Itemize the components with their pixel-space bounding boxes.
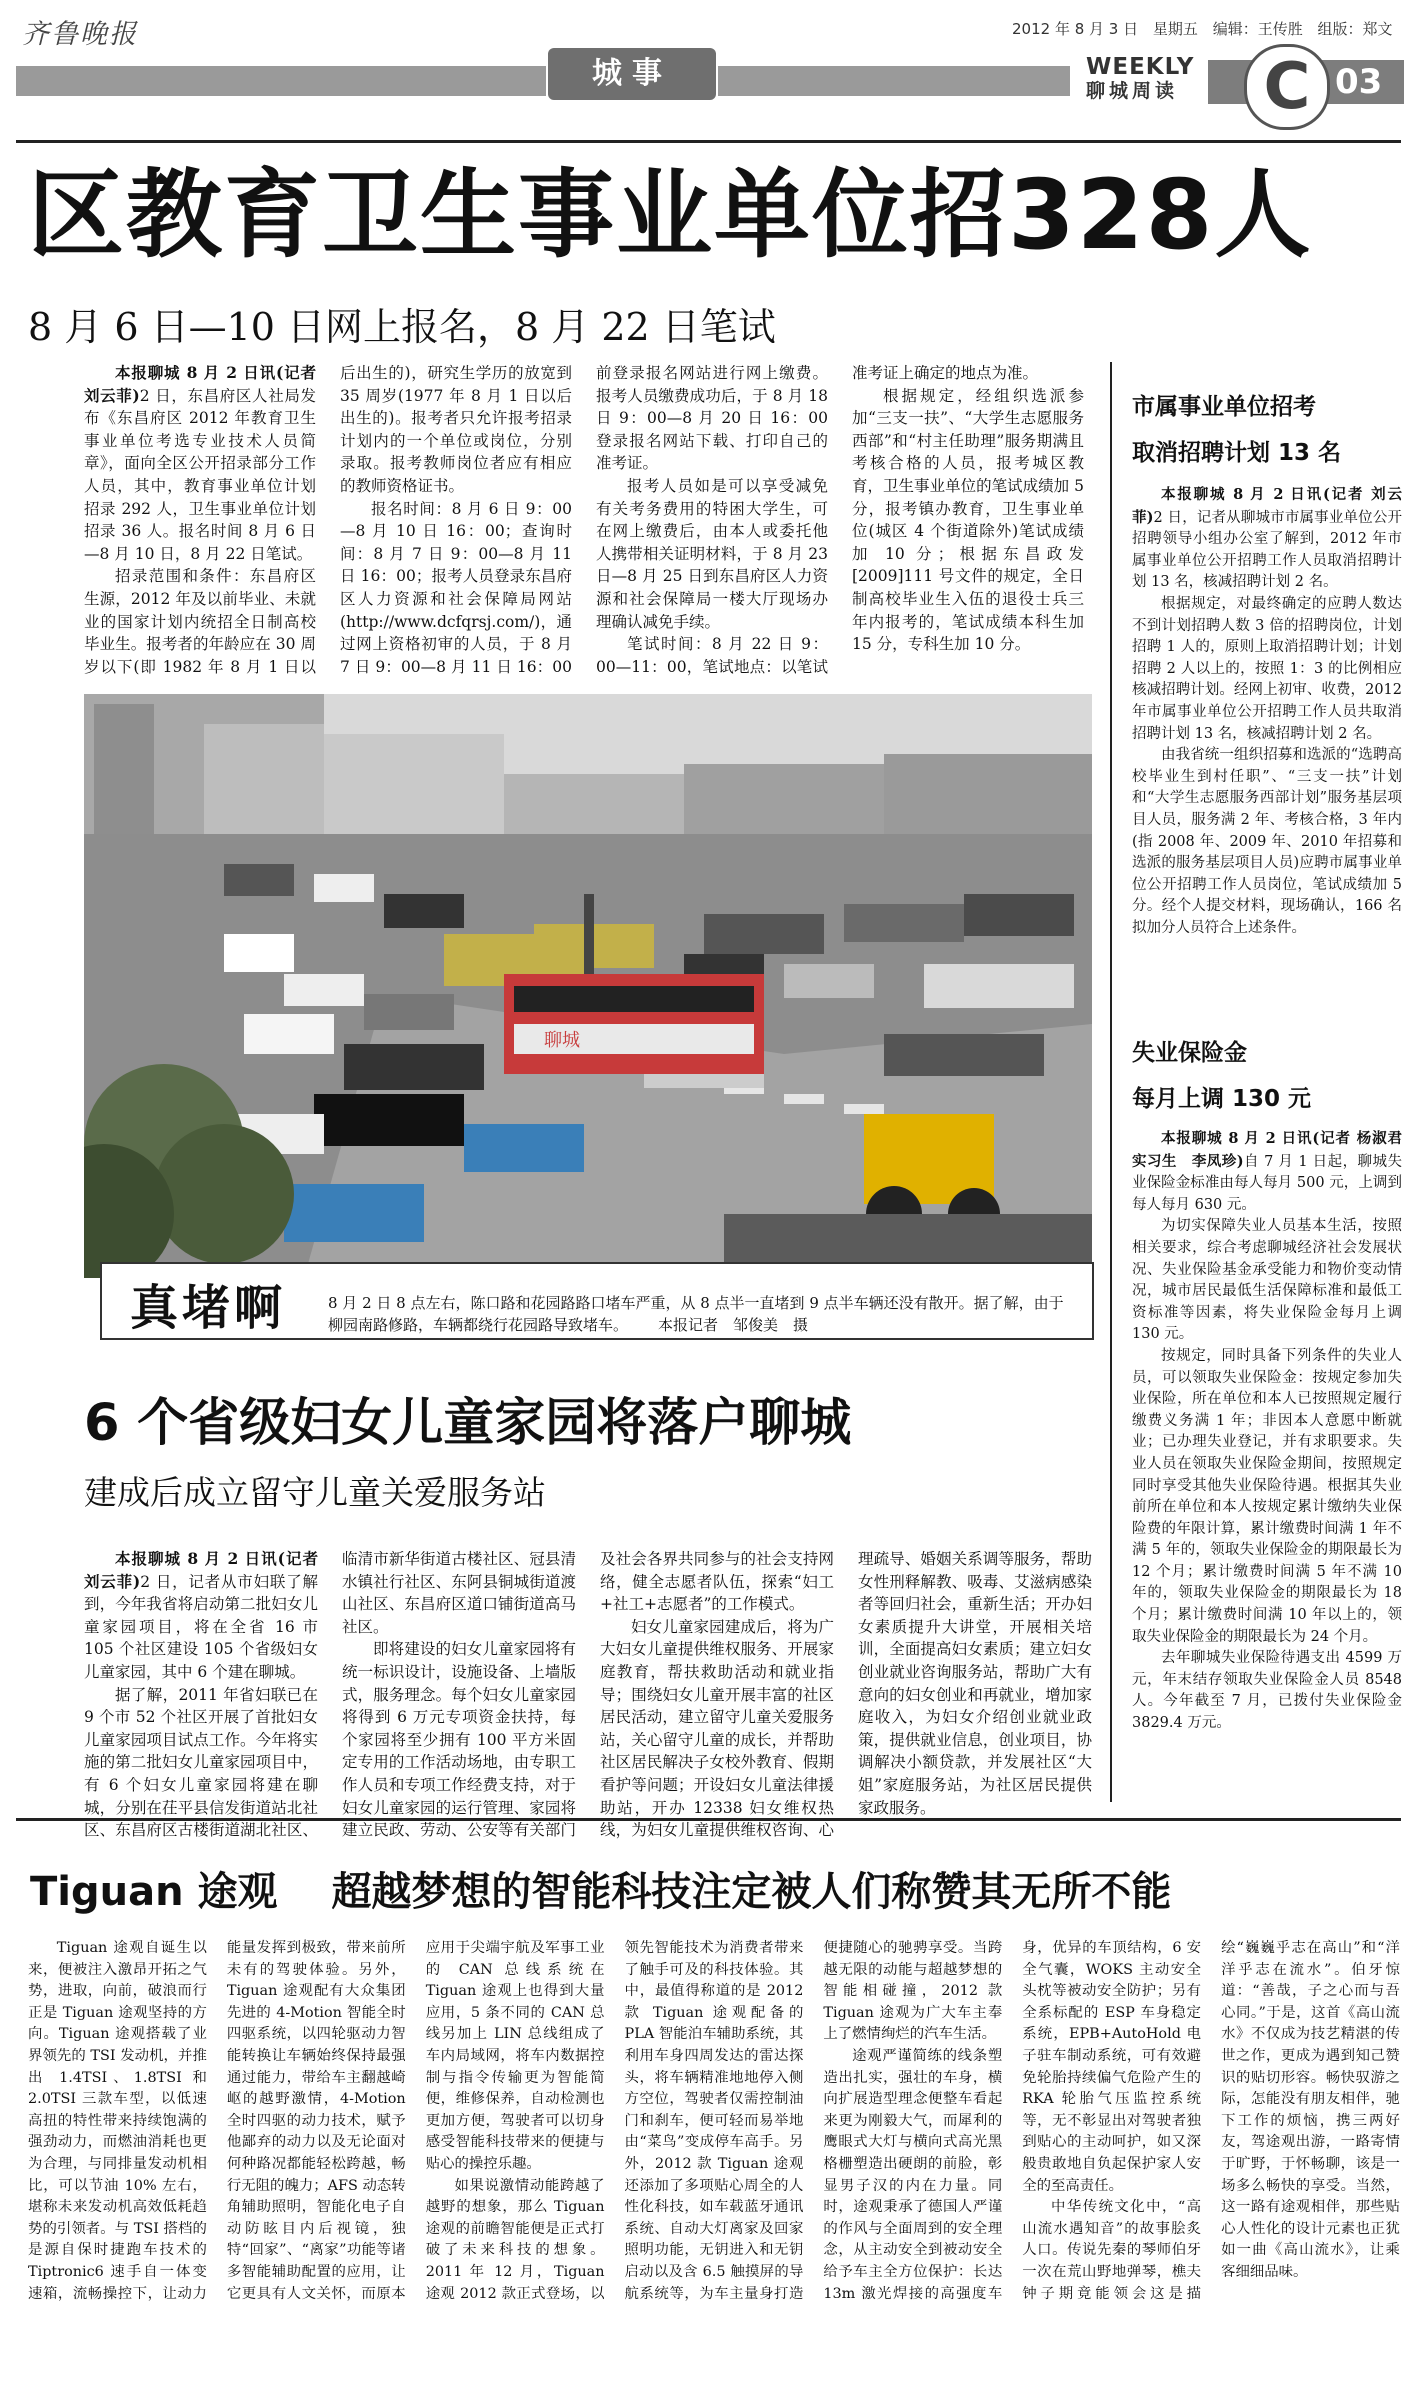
sidebar-paragraph: 按规定，同时具备下列条件的失业人员，可以领取失业保险金：按规定参加失业保险，所在单位和本人已按照规定履行缴费义务满 1 年；非因本人意愿中断就业；已办理失业登记，并有求职要求。失业人员在领取失业保险金期间，按照规定同时享受其他失业保险待遇。根据其失业前所在单位和本人按规定累计缴纳失业保险费的年限计算，累计缴费时间满 1 年不满 5 年的，领取失业保险金的期限最长为 12 个月；累计缴费时间满 5 年不满 10 年的，领取失业保险金的期限最长为 18 个月；累计缴费时间满 10 年以上的，领取失业保险金的期限最长为 24 个月。 — [1132, 1347, 1402, 1645]
divider — [1110, 362, 1112, 1802]
sidebar-byline: 本报聊城 8 月 2 日讯(记者 杨淑君 实习生 李凤珍) — [1132, 1130, 1402, 1170]
ad-paragraph: 途观严谨简练的线条塑造出扎实，强壮的车身，横向扩展造型理念便整车看起来更为刚毅大气，而犀利的鹰眼式大灯与横向式高光黑格栅塑造出硬朗的前脸，彰显男子汉的内在力量。同时，途观秉承了德国人严谨的作风与全面周到的安全理念，从主动安全到被动安全给予车主全方位保护：长达 13m 激光焊接的高强度车身，优异的车顶结构，6 安全气囊，WOKS 主动安全头枕等被动安全防护；另有全系标配的 ESP 车身稳定系统，EPB+AutoHold 电子驻车制动系统，可有效避免轮胎持续偏气危险产生的 RKA 轮胎气压监控系统等，无不彰显出对驾驶者独到贴心的主动呵护，如又深般贵敢地自负起保护家人安全的至高责任。 — [823, 1940, 1202, 2302]
ad-paragraph: 中华传统文化中，“高山流水遇知音”的故事脍炙人口。传说先秦的琴师伯牙一次在荒山野地弹琴，樵夫钟子期竟能领会这是描绘“巍巍乎志在高山”和“洋洋乎志在流水”。伯牙惊道：“善哉，子之心而与吾心同。”于是，这首《高山流水》不仅成为技艺精湛的传世之作，更成为遇到知己赞识的贴切形容。畅快驭游之际，怎能没有朋友相伴，驰下工作的烦恼，携三两好友，驾途观出游，一路寄情于旷野，于怀畅聊，该是一场多么畅快的享受。当然，这一路有途观相伴，那些贴心人性化的设计元素也正犹如一曲《高山流水》，让乘客细细品味。 — [1022, 1940, 1400, 2302]
story2-body — [84, 1548, 1092, 1870]
sidebar-paragraph: 由我省统一组织招募和选派的“选聘高校毕业生到村任职”、“三支一扶”计划和“大学生志愿服务西部计划”服务基层项目人员，服务满 2 年、考核合格，3 年内(指 2008 年、2009 年、2010 年招募和选派的服务基层项目人员)应聘市属事业单位公开招聘工作人员岗位，笔试成绩加 5 分。经个人提交材料，现场确认，166 名拟加分人员符合上述条件。 — [1132, 747, 1402, 936]
bus-sign: 聊城 — [544, 1030, 580, 1051]
paper-name: 齐鲁晚报 — [22, 19, 138, 50]
lead-paragraph: 根据规定，经组织选派参加“三支一扶”、“大学生志愿服务西部”和“村主任助理”服务期满且考核合格的人员，报考城区教育，卫生事业单位的笔试成绩加 5 分，报考镇办教育，卫生事业单位(城区 4 个街道除外)笔试成绩加 10 分；根据东昌政发[2009]111 号文件的规定，全日制高校毕业生入伍的退役士兵三年内报考的，笔试成绩本科生加 15 分，专科生加 10 分。 — [852, 386, 1084, 654]
header-band-left — [16, 66, 546, 96]
weekly-cn: 聊城周读 — [1086, 80, 1179, 102]
weekly-label: WEEKLY — [1086, 54, 1195, 80]
divider — [16, 140, 1401, 143]
ad-header — [30, 1866, 1400, 1918]
lead-paragraph: 报考人员如是可以享受减免有关考务费用的特困大学生，可在网上缴费后，由本人或委托他人携带相关证明材料，于 8 月 23 日—8 月 25 日到东昌府区人力资源和社会保障局一楼大厅现场办理确认减免手续。 — [596, 476, 828, 631]
lead-paragraph: 招录范围和条件：东昌府区生源，2012 年及以前毕业、未就业的国家计划内统招全日制高校毕业生。报考者的年龄应在 30 周岁以下(即 1982 年 8 月 1 日以后出生的)，研究生学历的放宽到 35 周岁(1977 年 8 月 1 日以后出生的)。报考者只允许报考招录计划内的一个单位或岗位，分别录取。报考教师岗位者应有相应的教师资格证书。 — [84, 364, 572, 676]
photo-caption: 8 月 2 日 8 点左右，陈口路和花园路路口堵车严重，从 8 点半一直堵到 9 点半车辆还没有散开。据了解，由于柳园南路修路，车辆都绕行花园路导致堵车。 本报记者 邹俊美 摄 — [328, 1294, 1064, 1334]
sidebar-paragraph: 为切实保障失业人员基本生活，按照相关要求，综合考虑聊城经济社会发展状况、失业保险基金承受能力和物价变动情况，城市居民最低生活保障标准和最低工资标准等因素，将失业保险金每月上调 130 元。 — [1132, 1218, 1402, 1343]
sidebar-story1-body — [1132, 484, 1402, 1026]
weekday: 星期五 — [1152, 20, 1198, 38]
traffic-jam-photo — [84, 694, 1092, 1278]
story2-paragraph: 即将建设的妇女儿童家园将有统一标识设计，设施设备、上墙版式，服务理念。每个妇女儿童家园将得到 6 万元专项资金扶持，每个家园将至少拥有 100 平方米固定专用的工作活动场地，由专职工作人员和专项工作经费支持，对于妇女儿童家园的运行管理、家园将建立民政、劳动、公安等有关部门及社会各界共同参与的社会支持网络，健全志愿者队伍，探索“妇工+社工+志愿者”的工作模式。 — [342, 1550, 834, 1840]
divider — [16, 1818, 1401, 1821]
lead-subtitle: 8 月 6 日—10 日网上报名，8 月 22 日笔试 — [28, 305, 776, 349]
editor: 编辑：王传胜 — [1212, 20, 1303, 38]
lead-paragraph: 笔试时间：8 月 22 日 9：00—11：00，笔试地点：以笔试准考证上确定的地点为准。 — [596, 364, 1039, 676]
lead-paragraph: 本报聊城 8 月 2 日讯(记者 刘云菲)2 日，东昌府区人社局发布《东昌府区 2012 年教育卫生事业单位考选专业技术人员简章》，面向全区公开招录部分工作人员，其中，教育事业单位计划招录 292 人，卫生事业单位计划招录 36 人。报名时间 8 月 6 日—8 月 10 日，8 月 22 日笔试。 — [84, 363, 316, 563]
page-number: 03 — [1335, 62, 1383, 102]
lead-paragraph: 报名时间：8 月 6 日 9：00—8 月 10 日 16：00；查询时间：8 月 7 日 9：00—8 月 11 日 16：00；报考人员登录东昌府区人力资源和社会保障局网站(http://www.dcfqrsj.com/)，通过网上资格初审的人员，于 8 月 7 日 9：00—8 月 11 日 16：00 前登录报名网站进行网上缴费。报考人员缴费成功后，于 8 月 18 日 9：00—8 月 20 日 16：00 登录报名网站下载、打印自己的准考证。 — [340, 364, 828, 676]
story2-byline: 本报聊城 8 月 2 日讯(记者 刘云菲) — [84, 1549, 318, 1591]
layout-editor: 组版：郑文 — [1317, 20, 1393, 38]
sidebar-story2-body — [1132, 1128, 1402, 1798]
photo-headline: 真堵啊 — [130, 1280, 287, 1336]
masthead-date — [1012, 18, 1393, 39]
lead-byline: 本报聊城 8 月 2 日讯(记者 刘云菲) — [84, 363, 316, 405]
story2-paragraph: 本报聊城 8 月 2 日讯(记者 刘云菲)2 日，记者从市妇联了解到，今年我省将启动第二批妇女儿童家园项目，将在全省 16 市 105 个社区建设 105 个省级妇女儿童家园，其中 6 个建在聊城。 — [84, 1549, 318, 1681]
story2-paragraph: 据了解，2011 年省妇联已在 9 个市 52 个社区开展了首批妇女儿童家园项目试点工作。今年将实施的第二批妇女儿童家园项目中，有 6 个妇女儿童家园将建在聊城，分别在茌平县信发街道站北社区、东昌府区古楼街道湖北社区、临清市新华街道古楼社区、冠县清水镇社行社区、东阿县铜城街道渡山社区、东昌府区道口铺街道高马社区。 — [84, 1550, 576, 1840]
sidebar-story2-title: 失业保险金 每月上调 130 元 — [1132, 1040, 1312, 1112]
header-band-right — [718, 66, 1070, 96]
section-label: 城事 — [548, 48, 716, 100]
lead-title: 区教育卫生事业单位招328人 — [28, 159, 1313, 271]
photo-credit: 本报记者 邹俊美 摄 — [658, 1316, 809, 1334]
ad-slogan: 超越梦想的智能科技注定被人们称赞其无所不能 — [331, 1869, 1172, 1915]
weekly-logo — [1086, 54, 1208, 102]
ad-paragraph: 如果说激情动能跨越了越野的想象，那么 Tiguan 途观的前瞻智能便是正式打破了未来科技的想象。2011 年 12 月，Tiguan 途观 2012 款正式登场，以领先智能技术为消费者带来了触手可及的科技体验。其中，最值得称道的是 2012 款 Tiguan 途观配备的 PLA 智能泊车辅助系统，其利用车身四周发达的雷达探头，将车辆精准地地停入侧方空位，驾驶者仅需控制油门和刹车，便可轻而易举地由“菜鸟”变成停车高手。另外，2012 款 Tiguan 途观还添加了多项贴心周全的人性化科技，如车载蓝牙通讯系统、自动大灯离家及回家照明功能，无钥进入和无钥启动以及含 6.5 触摸屏的导航系统等，为车主量身打造便捷随心的驰骋享受。当跨越无限的动能与超越梦想的智能相碰撞，2012 款 Tiguan 途观为广大车主奉上了燃情绚烂的汽车生活。 — [425, 1940, 1003, 2302]
sidebar-paragraph: 本报聊城 8 月 2 日讯(记者 刘云菲)2 日，记者从聊城市市属事业单位公开招聘领导小组办公室了解到，2012 年市属事业单位公开招聘工作人员取消招聘计划 13 名，核减招聘计划 2 名。 — [1132, 486, 1402, 591]
news-photo — [84, 694, 1092, 1278]
date: 2012 年 8 月 3 日 — [1012, 20, 1139, 38]
ad-brand: Tiguan 途观 — [30, 1869, 278, 1915]
sidebar-byline: 本报聊城 8 月 2 日讯(记者 刘云菲) — [1132, 486, 1402, 526]
ad-body — [28, 1938, 1400, 2374]
sidebar-paragraph: 本报聊城 8 月 2 日讯(记者 杨淑君 实习生 李凤珍)自 7 月 1 日起，聊城失业保险金标准由每人每月 500 元，上调到每人每月 630 元。 — [1132, 1128, 1402, 1216]
sidebar-paragraph: 去年聊城失业保险待遇支出 4599 万元，年末结存领取失业保险金人员 8548 人。今年截至 7 月，已拨付失业保险金 3829.4 万元。 — [1132, 1650, 1402, 1732]
sidebar-story1-title: 市属事业单位招考 取消招聘计划 13 名 — [1132, 394, 1342, 466]
story2-title: 6 个省级妇女儿童家园将落户聊城 — [84, 1394, 852, 1453]
story2-subtitle: 建成后成立留守儿童关爱服务站 — [84, 1473, 546, 1512]
sidebar-paragraph: 根据规定，对最终确定的应聘人数达不到计划招聘人数 3 倍的招聘岗位，计划招聘 1 人的，原则上取消招聘计划；计划招聘 2 人以上的，按照 1：3 的比例相应核减招聘计划。经网上初审、收费，2012 年市属事业单位公开招聘工作人员共取消招聘计划 13 名，核减招聘计划 2 名。 — [1132, 595, 1402, 742]
ad-paragraph: Tiguan 途观自诞生以来，便被注入激昂开拓之气势，进取，向前，破浪而行正是 Tiguan 途观坚持的方向。Tiguan 途观搭载了业界领先的 TSI 发动机，并推出 1.4TSI、1.8TSI 和 2.0TSI 三款车型，以低速高扭的特性带来持续饱满的强劲动力，而燃油消耗也更为合理，与同排量发动机相比，可以节油 10% 左右，堪称未来发动机高效低耗趋势的引领者。与 TSI 搭档的是源自保时捷跑车技术的 Tiptronic6 速手自一体变速箱，流畅操控下，让动力能量发挥到极致，带来前所未有的驾驶体验。另外，Tiguan 途观配有大众集团先进的 4-Motion 智能全时四驱系统，以四轮驱动力智能转换让车辆始终保持最强通过能力，带给车主翻越崎岖的越野激情，4-Motion 全时四驱的动力技术，赋予他鄙弃的动力以及无论面对何种路况都能轻松跨越，畅行无阻的魄力；AFS 动态转角辅助照明，智能化电子自动防眩目内后视镜，独特“回家”、“离家”功能等诸多智能辅助配置的应用，让它更具有人文关怀，而原本应用于尖端宇航及军事工业的 CAN 总线系统在 Tiguan 途观上也得到大量应用，5 条不同的 CAN 总线另加上 LIN 总线组成了车内局域网，将车内数据控制与指令传输更为智能简便，维修保养，自动检测也更加方便，驾驶者可以切身感受智能科技带来的便捷与贴心的操控乐趣。 — [28, 1940, 605, 2302]
masthead — [0, 0, 1417, 130]
lead-body — [84, 362, 1084, 697]
page-letter: C — [1244, 44, 1330, 130]
story2-paragraph: 妇女儿童家园建成后，将为广大妇女儿童提供维权服务、开展家庭教育，帮扶救助活动和就业指导；围绕妇女儿童开展丰富的社区居民活动，建立留守儿童关爱服务站，关心留守儿童的成长，并帮助社区居民解决子女校外教育、假期看护等问题；开设妇女儿童法律援助站，开办 12338 妇女维权热线，为妇女儿童提供维权咨询、心理疏导、婚姻关系调等服务，帮助女性刑释解教、吸毒、艾滋病感染者等回归社会，重新生活；开办妇女素质提升大讲堂，开展相关培训，全面提高妇女素质；建立妇女创业就业咨询服务站，帮助广大有意向的妇女创业和再就业，增加家庭收入，为妇女介绍创业就业政策，提供就业信息，创业项目，协调解决小额贷款，并发展社区“大姐”家庭服务站，为社区居民提供家政服务。 — [600, 1550, 1092, 1840]
